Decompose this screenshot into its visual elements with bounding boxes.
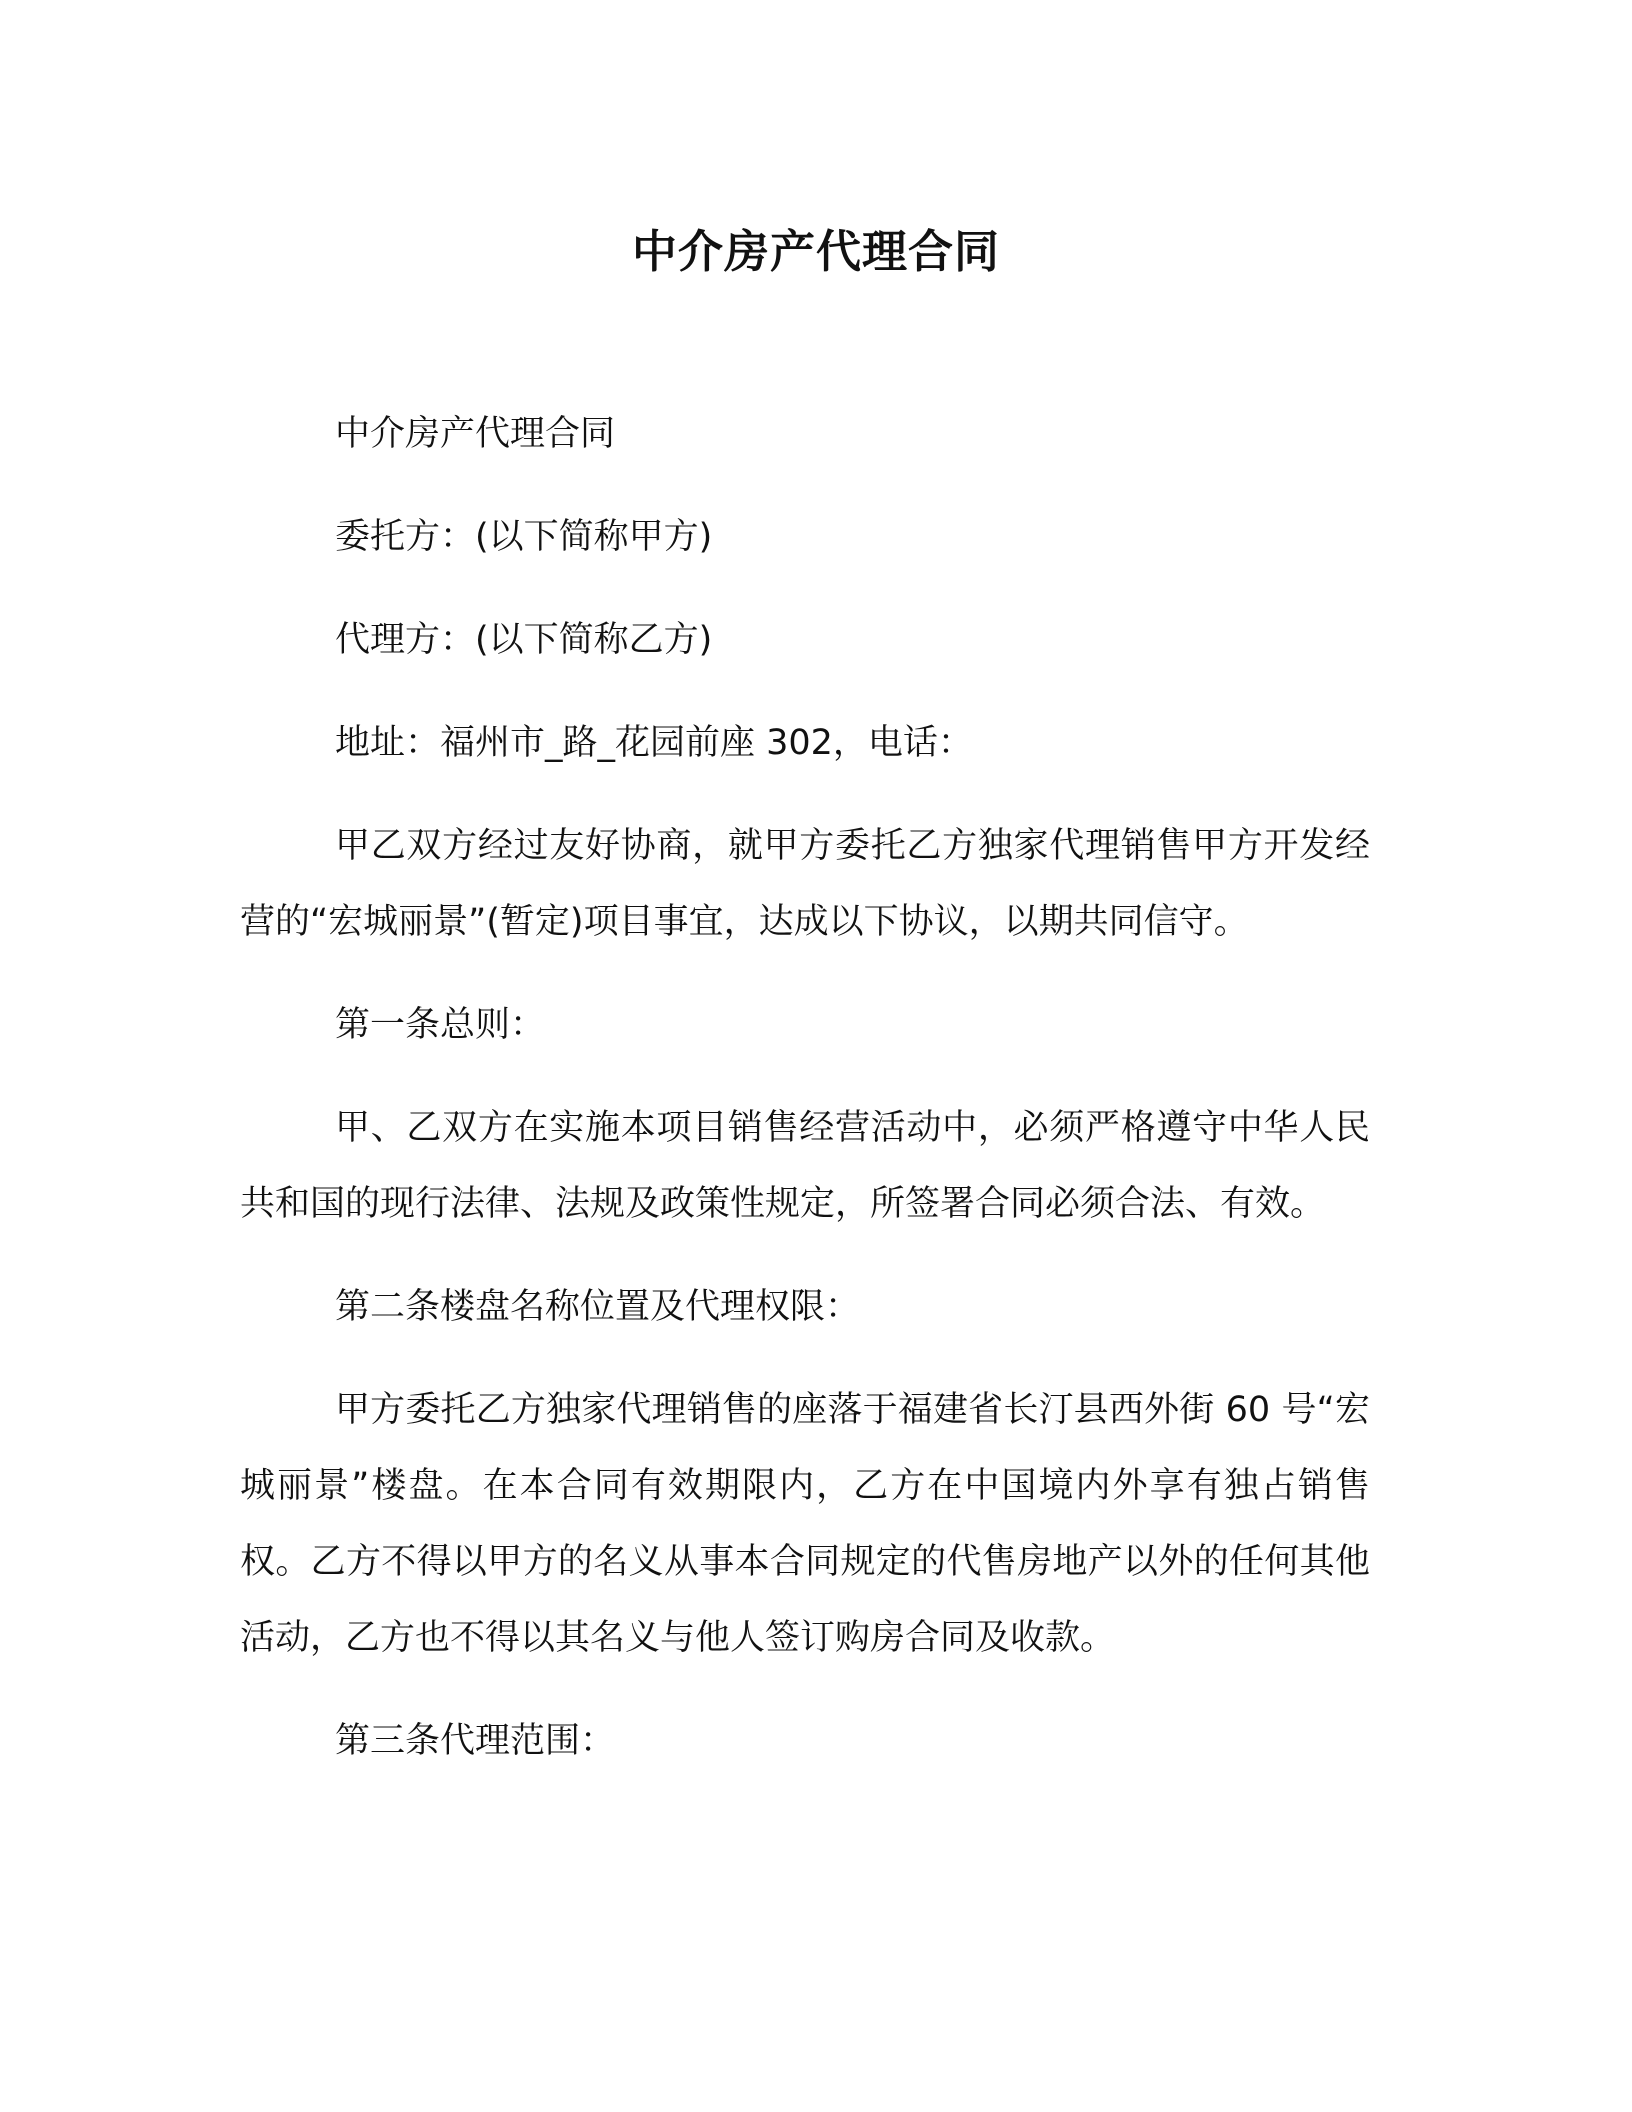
article-1-body: 甲、乙双方在实施本项目销售经营活动中，必须严格遵守中华人民共和国的现行法律、法规及政策性规定，所签署合同必须合法、有效。: [240, 1108, 1370, 1224]
document-body: [240, 396, 1370, 1806]
article-3-heading: 第三条代理范围：: [335, 1721, 616, 1761]
paragraph-agent-party: 代理方：(以下简称乙方): [335, 620, 713, 660]
paragraph-subtitle: 中介房产代理合同: [335, 414, 616, 454]
article-1-heading: 第一条总则：: [335, 1005, 546, 1045]
document-title: 中介房产代理合同: [631, 225, 1000, 278]
article-2-body: 甲方委托乙方独家代理销售的座落于福建省长汀县西外街 60 号“宏城丽景”楼盘。在本合同有效期限内，乙方在中国境内外享有独占销售权。乙方不得以甲方的名义从事本合同规定的代售房地产以外的任何其他活动，乙方也不得以其名义与他人签订购房合同及收款。: [240, 1390, 1370, 1658]
paragraph-address: 地址：福州市_路_花园前座 302，电话：: [335, 723, 973, 763]
paragraph-client-party: 委托方：(以下简称甲方): [335, 517, 713, 557]
article-2-heading: 第二条楼盘名称位置及代理权限：: [335, 1287, 861, 1327]
paragraph-preamble: 甲乙双方经过友好协商，就甲方委托乙方独家代理销售甲方开发经营的“宏城丽景”(暂定)项目事宜，达成以下协议，以期共同信守。: [240, 826, 1370, 942]
